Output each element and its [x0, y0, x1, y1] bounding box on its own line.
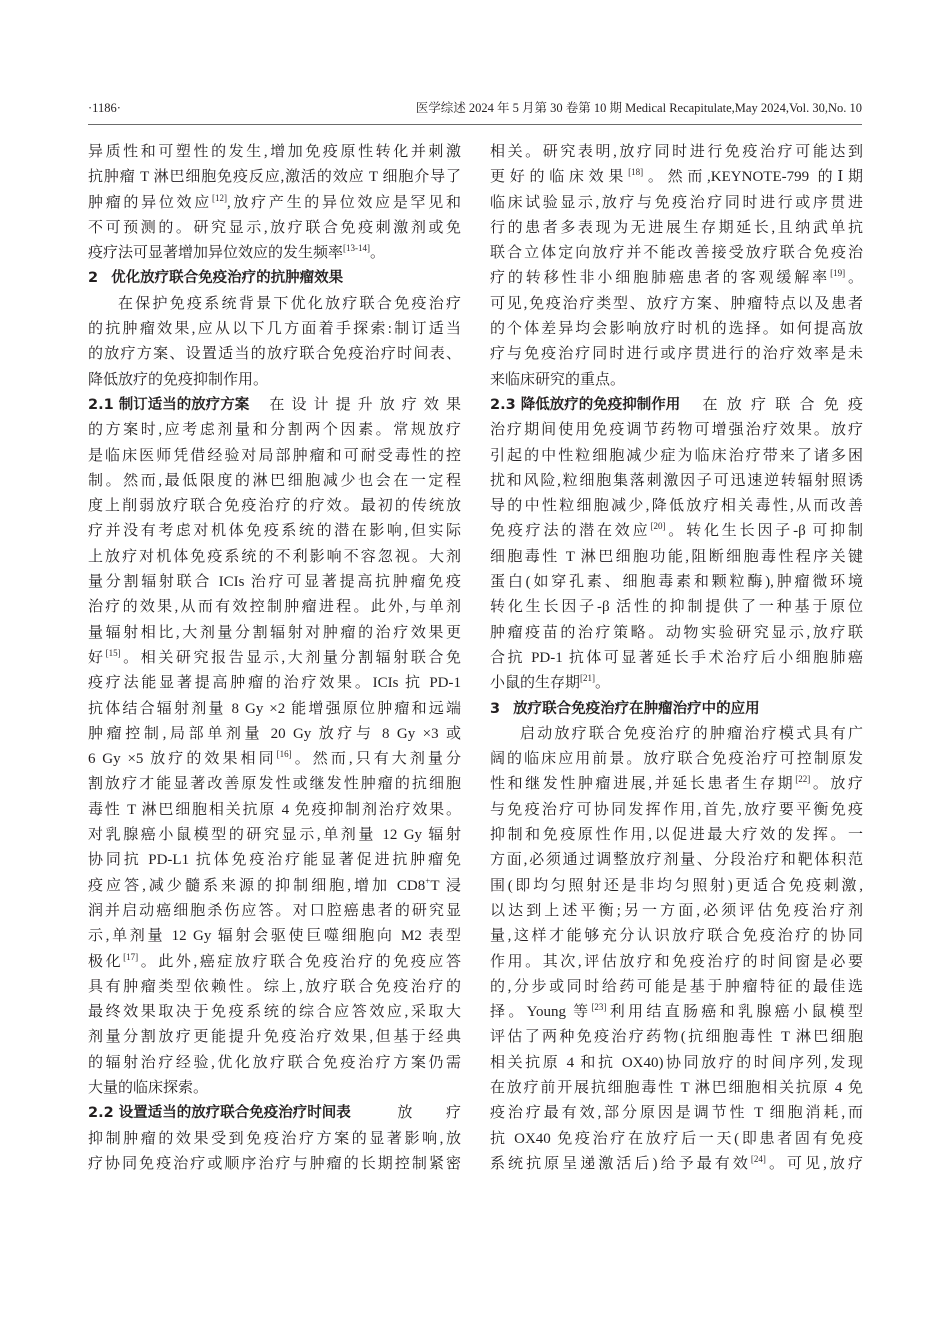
page-number: ·1186·: [88, 101, 121, 115]
text-line: 评估了两种免疫治疗药物(抗细胞毒性 T 淋巴细胞: [490, 1029, 863, 1046]
paragraph: [88, 140, 461, 266]
text-line: 剂量分割放疗更能提升免疫治疗效果,但基于经典: [88, 1029, 461, 1046]
text-run: 。放疗: [810, 776, 863, 793]
text-line: 的个体差异均会影响放疗时机的选择。如何提高放: [490, 321, 863, 338]
text-line: [490, 393, 863, 418]
text-line: 是临床医师凭借经验对局部肿瘤和可耐受毒性的控: [88, 447, 461, 464]
text-line: 阔的临床应用前景。放疗联合免疫治疗可控制原发: [490, 751, 863, 768]
text-line: 上放疗对机体免疫系统的不利影响不容忽视。大剂: [88, 548, 461, 565]
text-run: 极化: [88, 953, 124, 970]
text-line: 异质性和可塑性的发生,增加免疫原性转化并刺激: [88, 144, 461, 160]
text-line: [490, 1152, 863, 1177]
text-run: 在放疗联合免疫: [693, 396, 863, 413]
text-line: [88, 191, 461, 216]
text-line: [490, 772, 863, 797]
text-run: 更好的临床效果: [490, 169, 629, 186]
running-title: 医学综述 2024 年 5 月第 30 卷第 10 期 Medical Recapitulate,May 2024,Vol. 30,No. 10: [415, 101, 862, 115]
text-line: 的抗肿瘤效果,应从以下几方面着手探索:制订适当: [88, 321, 461, 338]
text-run: 好: [88, 649, 106, 666]
text-line: 导的中性粒细胞减少,降低放疗相关毒性,从而改善: [490, 498, 863, 515]
text-line: 联合立体定向放疗并不能改善接受放疗联合免疫治: [490, 245, 863, 262]
text-line: 的,分步或同时给药可能是基于肿瘤特征的最佳选: [490, 978, 863, 995]
text-run: 疫疗法可显著增加异位效应的发生频率: [88, 245, 344, 262]
text-line: 抑制肿瘤的效果受到免疫治疗方案的显著影响,放: [88, 1130, 461, 1147]
text-line: 疗协同免疫治疗或顺序治疗与肿瘤的长期控制紧密: [88, 1155, 461, 1172]
text-run: 性和继发性肿瘤进展,并延长患者生存期: [490, 776, 796, 793]
text-line: 行的患者多表现为无进展生存期延长,且纳武单抗: [490, 219, 863, 236]
text-line: 肿瘤疫苗的治疗策略。动物实验研究显示,放疗联: [490, 624, 863, 641]
column-right: [490, 140, 863, 1177]
paragraph: [490, 393, 863, 697]
text-line: 抗 OX40 免疫治疗在放疗后一天(即患者固有免疫: [490, 1130, 863, 1147]
text-line: [490, 266, 863, 291]
text-run: 。: [370, 245, 386, 262]
text-line: 在放疗前开展抗细胞毒性 T 淋巴细胞相关抗原 4 免: [490, 1079, 863, 1096]
text-line: [490, 671, 863, 696]
paragraph: [88, 292, 461, 393]
text-line: 疗并没有考虑对机体免疫系统的潜在影响,但实际: [88, 523, 461, 540]
text-line: 抗肿瘤 T 淋巴细胞免疫反应,激活的效应 T 细胞介导了: [88, 169, 461, 186]
text-line: [88, 1101, 461, 1126]
text-line: [88, 874, 461, 899]
text-run: 。: [595, 675, 611, 692]
text-line: 以达到上述平衡;另一方面,必须评估免疫治疗剂: [490, 902, 863, 919]
text-run: 。然而,只有大剂量分: [291, 751, 461, 768]
paragraph: [88, 393, 461, 1101]
text-run: ,放疗产生的异位效应是罕见和: [226, 194, 461, 211]
text-run: 择。Young 等: [490, 1004, 592, 1021]
text-run: 。可见,放疗: [765, 1155, 863, 1172]
text-line: 转化生长因子-β 活性的抑制提供了一种基于原位: [490, 599, 863, 616]
text-run: 在设计提升放疗效果: [262, 396, 461, 413]
citation-superscript: [19]: [830, 268, 846, 279]
citation-superscript: [15]: [105, 647, 121, 658]
text-run: 利用结直肠癌和乳腺癌小鼠模型: [606, 1004, 863, 1021]
text-run: 小鼠的生存期: [490, 675, 581, 692]
text-line: 量辐射相比,大剂量分割辐射对肿瘤的治疗效果更: [88, 624, 461, 641]
text-run: T 浸: [430, 877, 461, 894]
text-line: [88, 646, 461, 671]
text-line: 蛋白(如穿孔素、细胞毒素和颗粒酶),肿瘤微环境: [490, 574, 863, 591]
text-line: 具有肿瘤类型依赖性。综上,放疗联合免疫治疗的: [88, 978, 461, 995]
text-line: 量分割辐射联合 ICIs 治疗可显著提高抗肿瘤免疫: [88, 574, 461, 591]
text-line: 最终效果取决于免疫系统的综合应答效应,采取大: [88, 1004, 461, 1021]
citation-superscript: [21]: [580, 673, 596, 684]
text-line: 合抗 PD-1 抗体可显著延长手术治疗后小细胞肺癌: [490, 649, 863, 666]
text-run: 。然而,KEYNOTE-799 的Ⅰ期: [643, 169, 863, 186]
text-run: 放疗: [363, 1105, 461, 1122]
text-line: 协同抗 PD-L1 抗体免疫治疗能显著促进抗肿瘤免: [88, 852, 461, 869]
citation-superscript: [12]: [211, 192, 227, 203]
text-line: 肿瘤控制,局部单剂量 20 Gy 放疗与 8 Gy ×3 或: [88, 725, 461, 742]
run-in-heading: 2.2 设置适当的放疗联合免疫治疗时间表: [88, 1105, 351, 1122]
text-line: 毒性 T 淋巴细胞相关抗原 4 免疫抑制剂治疗效果。: [88, 801, 461, 818]
citation-superscript: [22]: [795, 774, 811, 785]
text-line: 启动放疗联合免疫治疗的肿瘤治疗模式具有广: [520, 725, 863, 742]
text-line: 抑制和免疫原性作用,以促进最大疗效的发挥。一: [490, 827, 863, 844]
text-line: 可见,免疫治疗类型、放疗方案、肿瘤特点以及患者: [490, 295, 863, 312]
run-in-heading: 2.3 降低放疗的免疫抑制作用: [490, 396, 681, 413]
text-line: 相关抗原 4 和抗 OX40)协同放疗的时间序列,发现: [490, 1054, 863, 1071]
text-line: 割放疗才能显著改善原发性或继发性肿瘤的抗细胞: [88, 776, 461, 793]
text-run: 疗的转移性非小细胞肺癌患者的客观缓解率: [490, 270, 831, 287]
text-line: 抗体结合辐射剂量 8 Gy ×2 能增强原位肿瘤和远端: [88, 700, 461, 717]
text-line: 来临床研究的重点。: [490, 371, 626, 388]
text-line: 治疗期间使用免疫调节药物可增强治疗效果。放疗: [490, 422, 863, 439]
paragraph: [490, 722, 863, 1177]
text-run: 疫应答,减少髓系来源的抑制细胞,增加 CD8: [88, 877, 426, 894]
section-heading: 3 放疗联合免疫治疗在肿瘤治疗中的应用: [490, 700, 760, 717]
paragraph: [88, 1101, 461, 1177]
text-line: 的方案时,应考虑剂量和分割两个因素。常规放疗: [88, 422, 461, 439]
header-rule: [88, 124, 862, 125]
text-line: [88, 747, 461, 772]
text-line: [490, 519, 863, 544]
text-run: 肿瘤的异位效应: [88, 194, 212, 211]
text-line: 量,这样才能够充分认识放疗联合免疫治疗的协同: [490, 928, 863, 945]
text-line: 示,单剂量 12 Gy 辐射会驱使巨噬细胞向 M2 表型: [88, 928, 461, 945]
text-line: [88, 950, 461, 975]
paragraph: [490, 140, 863, 393]
citation-superscript: [17]: [123, 951, 139, 962]
citation-superscript: [16]: [276, 749, 292, 760]
text-line: 疗与免疫治疗同时进行或序贯进行的治疗效率是未: [490, 346, 863, 363]
text-line: 疫疗法能显著提高肿瘤的治疗效果。ICIs 抗 PD-1: [88, 675, 461, 692]
column-left: [88, 140, 461, 1177]
text-line: 润并启动癌细胞杀伤应答。对口腔癌患者的研究显: [88, 902, 461, 919]
citation-superscript: [13-14]: [343, 243, 371, 254]
text-line: 相关。研究表明,放疗同时进行免疫治疗可能达到: [490, 144, 863, 160]
section-heading: 2 优化放疗联合免疫治疗的抗肿瘤效果: [88, 270, 344, 287]
text-line: 引起的中性粒细胞减少症为临床治疗带来了诸多困: [490, 447, 863, 464]
text-line: 大量的临床探索。: [88, 1079, 209, 1096]
text-line: [88, 393, 461, 418]
citation-superscript: [23]: [591, 1002, 607, 1013]
text-line: 的辐射治疗经验,优化放疗联合免疫治疗方案仍需: [88, 1054, 461, 1071]
text-line: 扰和风险,粒细胞集落刺激因子可迅速逆转辐射照诱: [490, 472, 863, 489]
text-run: 。相关研究报告显示,大剂量分割辐射联合免: [120, 649, 461, 666]
text-run: 6 Gy ×5 放疗的效果相同: [88, 751, 277, 768]
text-run: 。转化生长因子-β 可抑制: [665, 523, 863, 540]
text-line: 围(即均匀照射还是非均匀照射)更适合免疫刺激,: [490, 877, 863, 894]
text-run: 。: [845, 270, 863, 287]
text-line: 对乳腺癌小鼠模型的研究显示,单剂量 12 Gy 辐射: [88, 827, 461, 844]
text-line: 方面,必须通过调整放疗剂量、分段治疗和靶体积范: [490, 852, 863, 869]
text-line: 细胞毒性 T 淋巴细胞功能,阻断细胞毒性程序关键: [490, 548, 863, 565]
text-line: 不可预测的。研究显示,放疗联合免疫刺激剂或免: [88, 219, 461, 236]
run-in-heading: 2.1 制订适当的放疗方案: [88, 396, 250, 413]
text-line: [88, 241, 461, 266]
text-line: 度上削弱放疗联合免疫治疗的疗效。最初的传统放: [88, 498, 461, 515]
text-line: [490, 1000, 863, 1025]
citation-superscript: [24]: [750, 1153, 766, 1164]
text-line: 作用。其次,评估放疗和免疫治疗的时间窗是必要: [490, 953, 863, 970]
citation-superscript: +: [425, 875, 431, 886]
text-line: 临床试验显示,放疗与免疫治疗同时进行或序贯进: [490, 194, 863, 211]
text-line: 与免疫治疗可协同发挥作用,首先,放疗要平衡免疫: [490, 801, 863, 818]
text-line: [490, 165, 863, 190]
text-run: 。此外,癌症放疗联合免疫治疗的免疫应答: [138, 953, 461, 970]
citation-superscript: [18]: [628, 167, 644, 178]
text-line: 降低放疗的免疫抑制作用。: [88, 371, 269, 388]
text-run: 免疫疗法的潜在效应: [490, 523, 651, 540]
text-run: 系统抗原呈递激活后)给予最有效: [490, 1155, 751, 1172]
text-line: 的放疗方案、设置适当的放疗联合免疫治疗时间表、: [88, 346, 461, 363]
text-line: 制。然而,最低限度的淋巴细胞减少也会在一定程: [88, 472, 461, 489]
citation-superscript: [20]: [650, 521, 666, 532]
text-line: 治疗的效果,从而有效控制肿瘤进程。此外,与单剂: [88, 599, 461, 616]
text-line: 疫治疗最有效,部分原因是调节性 T 细胞消耗,而: [490, 1105, 863, 1122]
text-line: 在保护免疫系统背景下优化放疗联合免疫治疗: [118, 295, 461, 312]
page-header: [88, 98, 862, 118]
